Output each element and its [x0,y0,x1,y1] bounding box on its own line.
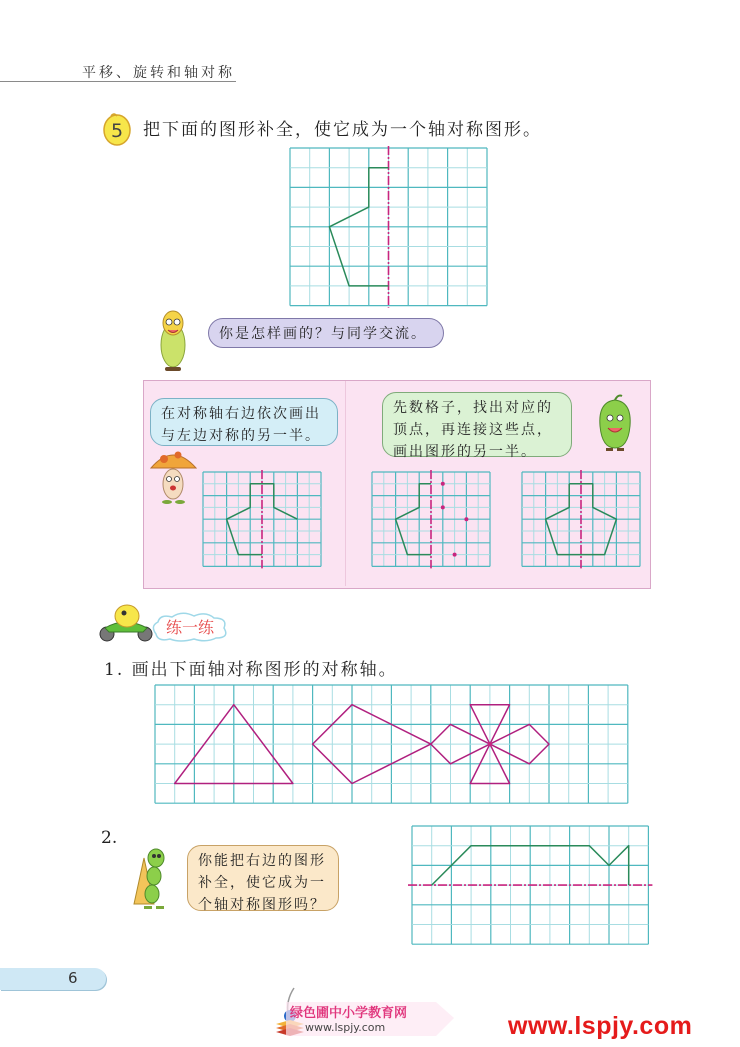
watermark-site-name: 绿色圃中小学教育网 [290,1006,408,1021]
watermark-small-url: www.lspjy.com [305,1021,386,1034]
pea-bubble-line-3: 个轴对称图形吗？ [198,897,326,913]
corn-speech-bubble [208,318,444,348]
corn-bubble-text: 你是怎样画的？与同学交流。 [219,326,427,342]
pepper-mascot-icon [592,392,638,454]
pea-mascot-with-triangle-ruler-icon [128,838,180,914]
corn-mascot-icon [148,305,198,375]
practice-1-grid[interactable] [155,685,628,804]
hint-grid-vertex-dots[interactable] [372,472,491,567]
mushroom-mascot-icon [148,446,198,506]
hint-panel-divider [345,381,346,586]
page-number-tab [0,968,106,990]
mushroom-speech-bubble [150,398,338,446]
mushroom-bubble-line-1: 在对称轴右边依次画出 [161,406,321,422]
pea-speech-bubble [187,845,339,911]
question-number-badge [102,112,132,146]
chick-badge-icon [102,112,132,146]
practice-label-cloud [150,612,226,642]
svg-text:练一练: 练一练 [165,618,215,637]
watermark-url: www.lspjy.com [508,1012,693,1040]
hint-grid-completed[interactable] [522,472,641,567]
header-rule [0,81,236,82]
hint-grid-partial-mirror[interactable] [203,472,322,567]
question-5-prompt: 把下面的图形补全，使它成为一个轴对称图形。 [143,120,542,140]
practice-question-2-number: 2. [101,828,118,848]
page-number: 6 [68,969,78,987]
pea-bubble-line-1: 你能把右边的图形 [198,853,326,869]
pea-bubble-line-2: 补全，使它成为一 [198,875,326,891]
motorbike-mascot-icon [97,602,157,642]
pepper-bubble-line-3: 画出图形的另一半。 [393,444,537,460]
practice-question-1: 1. 画出下面轴对称图形的对称轴。 [104,660,398,680]
pepper-speech-bubble [382,392,572,460]
question-5-grid[interactable] [290,148,488,306]
pepper-bubble-line-1: 先数格子，找出对应的 [393,400,553,416]
pepper-bubble-line-2: 顶点，再连接这些点， [393,422,553,438]
chapter-title: 平移、旋转和轴对称 [82,65,235,81]
svg-text:5: 5 [110,120,124,142]
mushroom-bubble-line-2: 与左边对称的另一半。 [161,428,321,444]
practice-2-grid[interactable] [412,826,649,945]
